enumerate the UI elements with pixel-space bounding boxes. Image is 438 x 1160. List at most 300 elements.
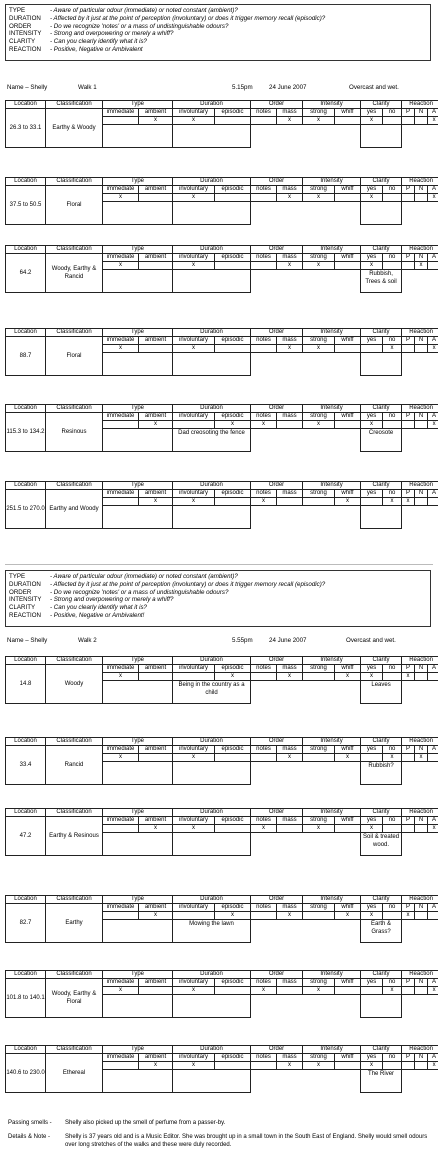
subheader-cell: involuntary — [173, 904, 215, 912]
subheader-cell: episodic — [215, 1054, 251, 1062]
subheader-cell: yes — [361, 904, 383, 912]
subheader-cell: involuntary — [173, 413, 215, 421]
walk-weather: Overcast and wet. — [346, 637, 396, 644]
classification-header: Classification — [46, 329, 103, 337]
walk-2-obs-3 — [5, 808, 437, 856]
subheader-cell: whiff — [335, 337, 361, 345]
mark-cell — [251, 1062, 277, 1070]
mark-cell — [361, 754, 383, 762]
classification-cell: Earthy & Woody — [46, 109, 103, 148]
mark-cell — [415, 912, 428, 920]
duration-header: Duration — [173, 1046, 251, 1054]
subheader-cell: no — [383, 413, 402, 421]
spacer — [251, 995, 361, 1018]
location-cell: 37.5 to 50.5 — [6, 186, 46, 225]
subheader-cell: whiff — [335, 817, 361, 825]
mark-cell: x — [402, 498, 415, 506]
mark-cell — [335, 987, 361, 995]
mark-cell: x — [139, 1062, 173, 1070]
observation-table — [5, 737, 438, 785]
mark-cell — [215, 825, 251, 833]
subheader-cell: ambient — [139, 665, 173, 673]
mark-cell: x — [173, 345, 215, 353]
mark-cell: x — [428, 345, 438, 353]
mark-cell: x — [251, 421, 277, 429]
order-header: Order — [251, 101, 303, 109]
spacer — [251, 920, 361, 943]
subheader-cell: ambient — [139, 490, 173, 498]
subheader-cell: ambient — [139, 337, 173, 345]
subheader-cell: yes — [361, 1054, 383, 1062]
mark-cell — [383, 1062, 402, 1070]
observation-table — [5, 895, 438, 943]
subheader-cell: mass — [277, 337, 303, 345]
clarity-header: Clarity — [361, 971, 402, 979]
subheader-cell: involuntary — [173, 817, 215, 825]
subheader-cell: N — [415, 490, 428, 498]
clarity-note: Rubbish, Trees & soil — [361, 270, 402, 293]
subheader-cell: P — [402, 337, 415, 345]
subheader-cell: no — [383, 337, 402, 345]
clarity-header: Clarity — [361, 482, 402, 490]
mark-cell: x — [303, 194, 335, 202]
clarity-note: Creosote — [361, 429, 402, 452]
type-header: Type — [103, 971, 173, 979]
legend-desc: - Affected by it just at the point of perception (involuntary) or does it trigger memory recall (episodic)? — [50, 580, 326, 588]
subheader-cell: no — [383, 817, 402, 825]
type-notes — [103, 125, 173, 148]
mark-cell: x — [383, 498, 402, 506]
duration-header: Duration — [173, 809, 251, 817]
order-header: Order — [251, 738, 303, 746]
mark-cell: x — [361, 673, 383, 681]
subheader-cell: ambient — [139, 817, 173, 825]
classification-header: Classification — [46, 178, 103, 186]
duration-header: Duration — [173, 738, 251, 746]
subheader-cell: A — [428, 186, 438, 194]
subheader-cell: strong — [303, 109, 335, 117]
subheader-cell: notes — [251, 904, 277, 912]
spacer — [402, 429, 438, 452]
mark-cell — [215, 117, 251, 125]
spacer — [402, 833, 438, 856]
header-row — [6, 657, 438, 665]
type-header: Type — [103, 657, 173, 665]
mark-cell: x — [428, 117, 438, 125]
mark-cell — [361, 987, 383, 995]
duration-header: Duration — [173, 246, 251, 254]
subheader-row — [6, 817, 438, 825]
subheader-cell: episodic — [215, 817, 251, 825]
mark-cell — [173, 421, 215, 429]
subheader-row — [6, 904, 438, 912]
subheader-cell: A — [428, 337, 438, 345]
clarity-note: The River — [361, 1070, 402, 1093]
spacer — [402, 270, 438, 293]
legend-box-1 — [5, 4, 431, 61]
mark-cell — [139, 262, 173, 270]
participant-name: Name – Shelly — [7, 637, 48, 644]
mark-cell: x — [303, 825, 335, 833]
reaction-header: Reaction — [402, 101, 438, 109]
clarity-header: Clarity — [361, 738, 402, 746]
subheader-cell: mass — [277, 746, 303, 754]
type-notes — [103, 833, 173, 856]
walk-time: 5.15pm — [232, 84, 253, 91]
location-header: Location — [6, 657, 46, 665]
subheader-cell: strong — [303, 186, 335, 194]
legend-row — [9, 596, 427, 604]
mark-cell: x — [428, 987, 438, 995]
legend-term: TYPE — [9, 573, 26, 580]
subheader-cell: notes — [251, 490, 277, 498]
subheader-cell: notes — [251, 109, 277, 117]
order-header: Order — [251, 329, 303, 337]
mark-cell: x — [103, 754, 139, 762]
legend-desc: - Strong and overpowering or merely a whiff? — [50, 30, 174, 38]
subheader-cell: A — [428, 254, 438, 262]
mark-cell — [415, 987, 428, 995]
mark-cell: x — [277, 754, 303, 762]
intensity-header: Intensity — [303, 482, 361, 490]
mark-cell — [251, 262, 277, 270]
subheader-cell: mass — [277, 254, 303, 262]
classification-header: Classification — [46, 405, 103, 413]
mark-cell: x — [361, 825, 383, 833]
subheader-cell: N — [415, 979, 428, 987]
classification-header: Classification — [46, 246, 103, 254]
mark-cell: x — [103, 345, 139, 353]
classification-cell: Earthy and Woody — [46, 490, 103, 529]
mark-cell — [103, 498, 139, 506]
subheader-cell: involuntary — [173, 186, 215, 194]
subheader-cell: no — [383, 746, 402, 754]
subheader-cell: yes — [361, 186, 383, 194]
mark-cell — [251, 673, 277, 681]
mark-cell — [335, 345, 361, 353]
subheader-cell: ambient — [139, 979, 173, 987]
subheader-cell: yes — [361, 665, 383, 673]
header-row — [6, 405, 438, 413]
clarity-note: Leaves — [361, 681, 402, 704]
subheader-cell: P — [402, 490, 415, 498]
location-header: Location — [6, 896, 46, 904]
mark-cell — [251, 754, 277, 762]
mark-cell — [383, 912, 402, 920]
mark-cell: x — [103, 987, 139, 995]
spacer — [402, 920, 438, 943]
location-cell: 251.5 to 270.0 — [6, 490, 46, 529]
clarity-header: Clarity — [361, 1046, 402, 1054]
subheader-cell: A — [428, 665, 438, 673]
mark-cell — [215, 194, 251, 202]
legend-desc: - Affected by it just at the point of perception (involuntary) or does it trigger memory recall (episodic)? — [50, 14, 326, 22]
intensity-header: Intensity — [303, 738, 361, 746]
spacer — [402, 1070, 438, 1093]
mark-cell — [402, 117, 415, 125]
legend-desc: - Can you clearly identify what it is? — [50, 38, 147, 46]
location-header: Location — [6, 971, 46, 979]
mark-cell: x — [251, 987, 277, 995]
reaction-header: Reaction — [402, 482, 438, 490]
mark-cell: x — [361, 1062, 383, 1070]
location-cell: 26.3 to 33.1 — [6, 109, 46, 148]
legend-term: DURATION — [9, 580, 41, 588]
subheader-cell: mass — [277, 413, 303, 421]
subheader-cell: notes — [251, 186, 277, 194]
subheader-cell: mass — [277, 490, 303, 498]
mark-cell: x — [335, 673, 361, 681]
subheader-cell: yes — [361, 413, 383, 421]
legend-desc: - Aware of particular odour (immediate) or noted constant (ambient)? — [50, 573, 238, 580]
mark-cell — [139, 754, 173, 762]
spacer — [251, 762, 361, 785]
mark-cell: x — [277, 117, 303, 125]
type-notes — [103, 270, 173, 293]
walk-1-obs-4 — [5, 328, 437, 376]
spacer — [402, 506, 438, 529]
type-header: Type — [103, 405, 173, 413]
mark-cell — [215, 1062, 251, 1070]
duration-header: Duration — [173, 896, 251, 904]
mark-cell — [428, 754, 438, 762]
intensity-header: Intensity — [303, 329, 361, 337]
subheader-cell: episodic — [215, 746, 251, 754]
mark-cell: x — [361, 262, 383, 270]
subheader-cell: whiff — [335, 490, 361, 498]
clarity-header: Clarity — [361, 329, 402, 337]
subheader-cell: episodic — [215, 904, 251, 912]
subheader-cell: A — [428, 904, 438, 912]
mark-cell — [415, 421, 428, 429]
subheader-cell: no — [383, 490, 402, 498]
subheader-cell: ambient — [139, 186, 173, 194]
header-row — [6, 971, 438, 979]
mark-cell: x — [215, 673, 251, 681]
reaction-header: Reaction — [402, 1046, 438, 1054]
reaction-header: Reaction — [402, 405, 438, 413]
spacer — [251, 202, 361, 225]
subheader-cell: P — [402, 254, 415, 262]
order-header: Order — [251, 657, 303, 665]
mark-cell — [335, 194, 361, 202]
subheader-cell: no — [383, 904, 402, 912]
mark-cell — [277, 825, 303, 833]
type-notes — [103, 1070, 173, 1093]
passing-smells-row — [8, 1119, 428, 1127]
subheader-row — [6, 490, 438, 498]
header-row — [6, 246, 438, 254]
legend-row — [9, 612, 427, 620]
legend-desc: - Do we recognize 'notes' or a mass of undistinguishable odours? — [50, 588, 229, 596]
subheader-cell: involuntary — [173, 109, 215, 117]
walk-weather: Overcast and wet. — [349, 84, 399, 91]
subheader-cell: strong — [303, 490, 335, 498]
duration-header: Duration — [173, 178, 251, 186]
type-header: Type — [103, 1046, 173, 1054]
subheader-row — [6, 254, 438, 262]
mark-cell: x — [361, 421, 383, 429]
legend-desc: - Positive, Negative or Ambivalent — [50, 45, 143, 53]
subheader-cell: P — [402, 665, 415, 673]
header-row — [6, 482, 438, 490]
legend-desc: - Positive, Negative or Ambivalent! — [50, 611, 145, 619]
subheader-cell: strong — [303, 337, 335, 345]
subheader-cell: yes — [361, 979, 383, 987]
mark-cell: x — [361, 194, 383, 202]
classification-cell: Rancid — [46, 746, 103, 785]
subheader-cell: yes — [361, 817, 383, 825]
classification-header: Classification — [46, 971, 103, 979]
subheader-cell: yes — [361, 254, 383, 262]
location-cell: 115.3 to 134.2 — [6, 413, 46, 452]
mark-cell: x — [103, 673, 139, 681]
subheader-cell: P — [402, 817, 415, 825]
mark-cell — [303, 673, 335, 681]
subheader-cell: strong — [303, 413, 335, 421]
clarity-note: Rubbish? — [361, 762, 402, 785]
mark-cell — [415, 345, 428, 353]
header-row — [6, 1046, 438, 1054]
mark-cell — [251, 345, 277, 353]
mark-cell — [173, 912, 215, 920]
mark-cell — [428, 912, 438, 920]
subheader-cell: whiff — [335, 665, 361, 673]
mark-cell — [139, 194, 173, 202]
observation-table — [5, 177, 438, 225]
header-row — [6, 329, 438, 337]
classification-header: Classification — [46, 482, 103, 490]
mark-cell: x — [303, 987, 335, 995]
legend-row — [9, 604, 427, 612]
legend-row — [9, 23, 427, 31]
subheader-cell: ambient — [139, 746, 173, 754]
subheader-cell: no — [383, 665, 402, 673]
mark-cell — [415, 117, 428, 125]
clarity-note: Earth & Grass? — [361, 920, 402, 943]
mark-cell — [383, 421, 402, 429]
mark-cell — [402, 421, 415, 429]
duration-note — [173, 270, 251, 293]
location-cell: 33.4 — [6, 746, 46, 785]
spacer — [251, 1070, 361, 1093]
mark-cell — [402, 194, 415, 202]
mark-cell: x — [139, 825, 173, 833]
mark-cell: x — [277, 345, 303, 353]
location-header: Location — [6, 246, 46, 254]
walk-1-header — [5, 84, 433, 93]
mark-cell: x — [173, 987, 215, 995]
subheader-cell: P — [402, 413, 415, 421]
legend-row — [9, 30, 427, 38]
subheader-cell: P — [402, 979, 415, 987]
walk-date: 24 June 2007 — [269, 84, 307, 91]
mark-cell — [415, 1062, 428, 1070]
classification-header: Classification — [46, 809, 103, 817]
legend-row — [9, 573, 427, 581]
intensity-header: Intensity — [303, 1046, 361, 1054]
walk-1-obs-5 — [5, 404, 437, 452]
mark-cell — [277, 421, 303, 429]
subheader-cell: strong — [303, 665, 335, 673]
spacer — [402, 125, 438, 148]
observation-table — [5, 245, 438, 293]
subheader-cell: involuntary — [173, 490, 215, 498]
legend-term: DURATION — [9, 14, 41, 22]
subheader-cell: no — [383, 1054, 402, 1062]
walk-date: 24 June 2007 — [269, 637, 307, 644]
classification-cell: Resinous — [46, 413, 103, 452]
mark-cell — [251, 194, 277, 202]
mark-cell — [402, 754, 415, 762]
classification-header: Classification — [46, 738, 103, 746]
subheader-cell: episodic — [215, 254, 251, 262]
walk-label: Walk 1 — [78, 84, 97, 91]
reaction-header: Reaction — [402, 178, 438, 186]
location-header: Location — [6, 329, 46, 337]
mark-cell: x — [277, 262, 303, 270]
classification-cell: Ethereal — [46, 1054, 103, 1093]
duration-header: Duration — [173, 482, 251, 490]
legend-desc: - Strong and overpowering or merely a whiff? — [50, 596, 174, 604]
mark-cell: x — [173, 194, 215, 202]
subheader-cell: no — [383, 979, 402, 987]
mark-cell: x — [383, 987, 402, 995]
legend-desc: - Aware of particular odour (immediate) or noted constant (ambient)? — [50, 7, 238, 14]
subheader-cell: N — [415, 337, 428, 345]
header-row — [6, 809, 438, 817]
mark-cell: x — [383, 345, 402, 353]
mark-cell — [215, 262, 251, 270]
subheader-cell: mass — [277, 109, 303, 117]
observation-table — [5, 404, 438, 452]
mark-cell: x — [335, 912, 361, 920]
subheader-cell: A — [428, 1054, 438, 1062]
subheader-cell: involuntary — [173, 337, 215, 345]
subheader-cell: P — [402, 904, 415, 912]
clarity-note — [361, 353, 402, 376]
mark-cell: x — [277, 1062, 303, 1070]
subheader-cell: yes — [361, 746, 383, 754]
order-header: Order — [251, 896, 303, 904]
duration-header: Duration — [173, 657, 251, 665]
classification-cell: Woody, Earthy & Floral — [46, 979, 103, 1018]
spacer — [402, 762, 438, 785]
observation-table — [5, 970, 438, 1018]
mark-cell: x — [173, 754, 215, 762]
subheader-cell: whiff — [335, 413, 361, 421]
subheader-cell: N — [415, 746, 428, 754]
type-notes — [103, 681, 173, 704]
observation-table — [5, 1045, 438, 1093]
classification-header: Classification — [46, 896, 103, 904]
legend-row — [9, 15, 427, 23]
subheader-cell: strong — [303, 1054, 335, 1062]
duration-note: Dad creosoting the fence — [173, 429, 251, 452]
mark-cell — [139, 987, 173, 995]
subheader-cell: P — [402, 186, 415, 194]
header-row — [6, 896, 438, 904]
subheader-cell: notes — [251, 746, 277, 754]
subheader-row — [6, 337, 438, 345]
mark-cell — [428, 673, 438, 681]
mark-cell — [402, 825, 415, 833]
legend-term: REACTION — [9, 45, 41, 53]
mark-cell: x — [103, 194, 139, 202]
mark-cell: x — [303, 421, 335, 429]
legend-term: REACTION — [9, 611, 41, 619]
order-header: Order — [251, 482, 303, 490]
